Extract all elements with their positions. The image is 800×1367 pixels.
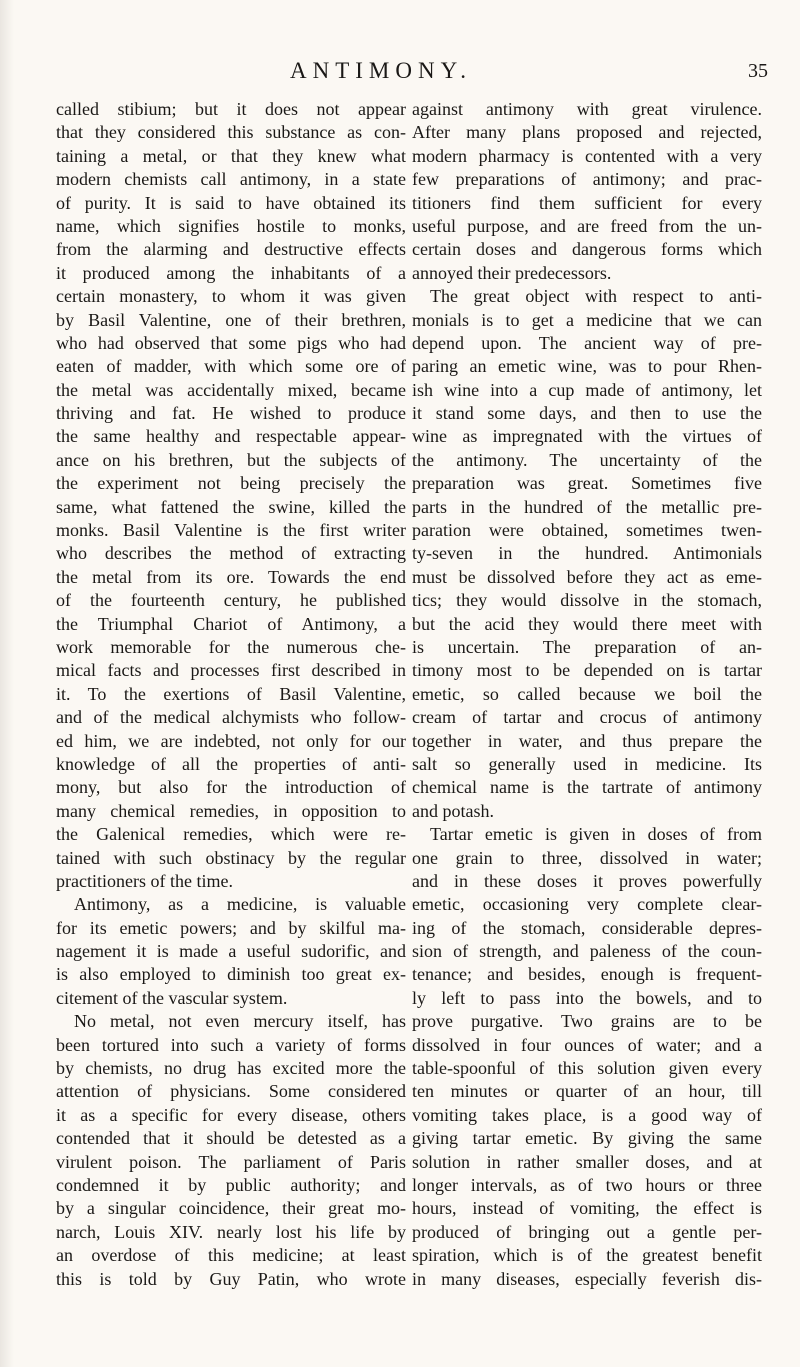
text-line: for its emetic powers; and by skilful ma- (56, 917, 406, 938)
text-line: the metal from its ore. Towards the end (56, 566, 406, 587)
page-number: 35 (748, 60, 768, 82)
text-line: paring an emetic wine, was to pour Rhen- (412, 356, 762, 377)
text-line: is also employed to diminish too great ex- (56, 964, 406, 985)
text-line: longer intervals, as of two hours or three (412, 1174, 762, 1195)
text-line: solution in rather smaller doses, and at (412, 1151, 762, 1172)
text-line: parts in the hundred of the metallic pre- (412, 496, 762, 517)
text-line: by Basil Valentine, one of their brethren, (56, 309, 406, 330)
text-line: tenance; and besides, enough is frequent- (412, 964, 762, 985)
text-line: narch, Louis XIV. nearly lost his life by (56, 1221, 406, 1242)
text-line: this is told by Guy Patin, who wrote (56, 1268, 406, 1289)
text-line: and in these doses it proves powerfully (412, 870, 762, 891)
text-line: been tortured into such a variety of forms (56, 1034, 406, 1055)
text-line: sion of strength, and paleness of the coun- (412, 941, 762, 962)
text-line: salt so generally used in medicine. Its (412, 753, 762, 774)
text-line: eaten of madder, with which some ore of (56, 356, 406, 377)
text-line: of the fourteenth century, he published (56, 590, 406, 611)
text-line: thriving and fat. He wished to produce (56, 403, 406, 424)
right-text-column (412, 98, 762, 1291)
text-line: and potash. (412, 800, 494, 821)
text-line: of purity. It is said to have obtained its (56, 192, 406, 213)
text-line: it stand some days, and then to use the (412, 403, 762, 424)
text-line: modern chemists call antimony, in a state (56, 169, 406, 190)
text-line: many chemical remedies, in opposition to (56, 800, 406, 821)
text-line: name, which signifies hostile to monks, (56, 215, 406, 236)
text-line: monials is to get a medicine that we can (412, 309, 762, 330)
text-line: No metal, not even mercury itself, has (74, 1011, 406, 1032)
text-line: taining a metal, or that they knew what (56, 145, 406, 166)
text-line: nagement it is made a useful sudorific, and (56, 941, 406, 962)
text-line: preparation was great. Sometimes five (412, 473, 762, 494)
running-head (0, 58, 800, 88)
text-line: Antimony, as a medicine, is valuable (74, 894, 406, 915)
text-line: tained with such obstinacy by the regular (56, 847, 406, 868)
text-line: ish wine into a cup made of antimony, let (412, 379, 762, 400)
text-line: from the alarming and destructive effects (56, 239, 406, 260)
text-line: ten minutes or quarter of an hour, till (412, 1081, 762, 1102)
text-line: the antimony. The uncertainty of the (412, 449, 762, 470)
text-line: by a singular coincidence, their great mo- (56, 1198, 406, 1219)
text-line: certain monastery, to whom it was given (56, 286, 406, 307)
text-line: is uncertain. The preparation of an- (412, 636, 762, 657)
text-line: it. To the exertions of Basil Valentine, (56, 683, 406, 704)
text-line: ed him, we are indebted, not only for our (56, 730, 406, 751)
text-line: against antimony with great virulence. (412, 99, 762, 119)
text-line: hours, instead of vomiting, the effect is (412, 1198, 762, 1219)
text-line: depend upon. The ancient way of pre- (412, 332, 762, 353)
text-line: tics; they would dissolve in the stomach, (412, 590, 762, 611)
running-title: ANTIMONY. (290, 58, 472, 83)
text-line: titioners find them sufficient for every (412, 192, 762, 213)
text-line: contended that it should be detested as a (56, 1128, 406, 1149)
text-line: few preparations of antimony; and prac- (412, 169, 762, 190)
left-text-column (56, 98, 406, 1291)
text-line: who had observed that some pigs who had (56, 332, 406, 353)
text-line: but the acid they would there meet with (412, 613, 762, 634)
text-line: dissolved in four ounces of water; and a (412, 1034, 762, 1055)
text-line: emetic, so called because we boil the (412, 683, 762, 704)
text-line: citement of the vascular system. (56, 987, 288, 1008)
text-line: The great object with respect to anti- (430, 286, 762, 307)
text-line: spiration, which is of the greatest benefit (412, 1245, 762, 1266)
text-line: it produced among the inhabitants of a (56, 262, 406, 283)
text-line: work memorable for the numerous che- (56, 636, 406, 657)
text-line: ly left to pass into the bowels, and to (412, 987, 762, 1008)
text-line: by chemists, no drug has excited more the (56, 1058, 406, 1079)
text-line: annoyed their predecessors. (412, 262, 612, 283)
text-line: must be dissolved before they act as eme- (412, 566, 762, 587)
text-line: one grain to three, dissolved in water; (412, 847, 762, 868)
text-line: paration were obtained, sometimes twen- (412, 520, 762, 541)
text-line: attention of physicians. Some considered (56, 1081, 406, 1102)
text-line: prove purgative. Two grains are to be (412, 1011, 762, 1032)
text-line: same, what fattened the swine, killed the (56, 496, 406, 517)
text-line: practitioners of the time. (56, 870, 233, 891)
text-line: Tartar emetic is given in doses of from (430, 824, 762, 845)
text-line: wine as impregnated with the virtues of (412, 426, 762, 447)
text-line: in many diseases, especially feverish dis- (412, 1268, 762, 1289)
text-line: After many plans proposed and rejected, (412, 122, 762, 143)
text-line: the Galenical remedies, which were re- (56, 824, 406, 845)
text-line: ance on his brethren, but the subjects of (56, 449, 406, 470)
text-line: and of the medical alchymists who follow- (56, 707, 406, 728)
text-line: timony most to be depended on is tartar (412, 660, 762, 681)
text-line: ing of the stomach, considerable depres- (412, 917, 762, 938)
text-line: who describes the method of extracting (56, 543, 406, 564)
text-line: modern pharmacy is contented with a very (412, 145, 762, 166)
text-line: knowledge of all the properties of anti- (56, 753, 406, 774)
text-line: an overdose of this medicine; at least (56, 1245, 406, 1266)
text-line: the same healthy and respectable appear- (56, 426, 406, 447)
text-line: useful purpose, and are freed from the un- (412, 215, 762, 236)
text-line: together in water, and thus prepare the (412, 730, 762, 751)
text-line: condemned it by public authority; and (56, 1174, 406, 1195)
text-line: table-spoonful of this solution given every (412, 1058, 762, 1079)
text-line: certain doses and dangerous forms which (412, 239, 762, 260)
text-line: cream of tartar and crocus of antimony (412, 707, 762, 728)
page-edge-shadow (0, 0, 14, 1367)
text-line: chemical name is the tartrate of antimony (412, 777, 762, 798)
text-line: the Triumphal Chariot of Antimony, a (56, 613, 406, 634)
text-line: giving tartar emetic. By giving the same (412, 1128, 762, 1149)
text-line: emetic, occasioning very complete clear- (412, 894, 762, 915)
text-line: the metal was accidentally mixed, became (56, 379, 406, 400)
text-line: called stibium; but it does not appear (56, 99, 406, 119)
text-line: ty-seven in the hundred. Antimonials (412, 543, 762, 564)
text-line: that they considered this substance as con- (56, 122, 406, 143)
text-line: it as a specific for every disease, others (56, 1104, 406, 1125)
text-line: mony, but also for the introduction of (56, 777, 406, 798)
text-line: monks. Basil Valentine is the first writer (56, 520, 406, 541)
text-line: produced of bringing out a gentle per- (412, 1221, 762, 1242)
text-line: virulent poison. The parliament of Paris (56, 1151, 406, 1172)
text-line: mical facts and processes first described in (56, 660, 406, 681)
text-line: vomiting takes place, is a good way of (412, 1104, 762, 1125)
text-line: the experiment not being precisely the (56, 473, 406, 494)
